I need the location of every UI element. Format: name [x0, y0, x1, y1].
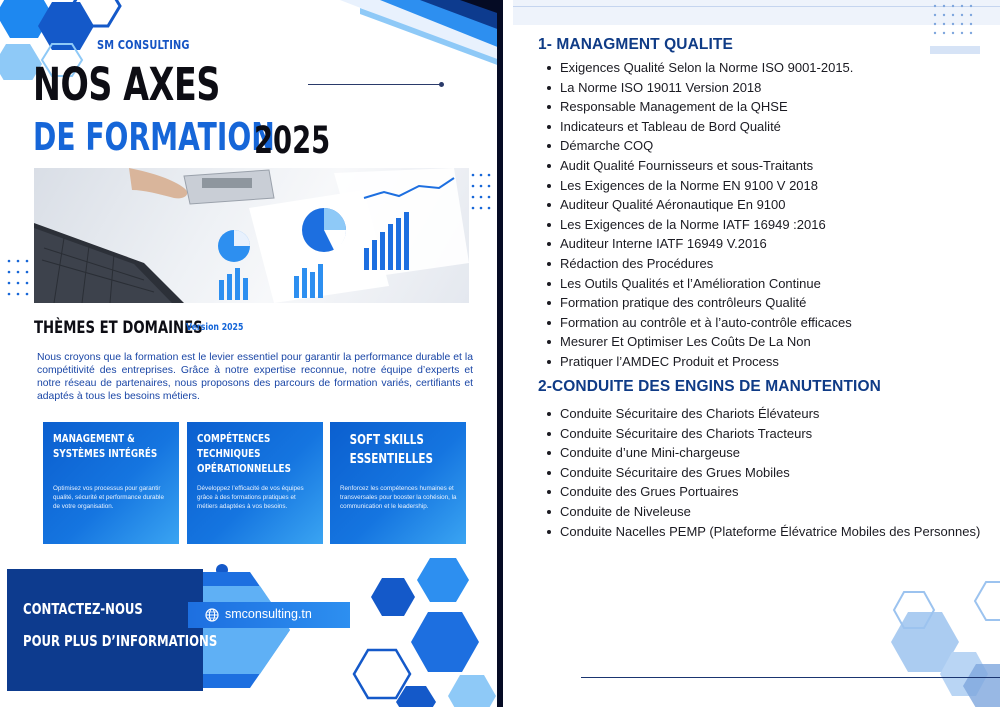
office-desk-illustration [34, 168, 469, 303]
card-title: MANAGEMENT & SYSTÈMES INTÉGRÉS [53, 432, 158, 460]
card-soft-skills [330, 422, 466, 544]
globe-icon [205, 608, 219, 622]
right-page [503, 0, 1000, 707]
dot-grid-decoration-top-right [930, 2, 980, 54]
list-item: Conduite des Grues Portuaires [546, 482, 986, 502]
list-item: Les Exigences de la Norme EN 9100 V 2018 [546, 176, 986, 196]
list-item: Démarche COQ [546, 136, 986, 156]
list-item: Conduite d’une Mini-chargeuse [546, 443, 986, 463]
list-item: Pratiquer l’AMDEC Produit et Process [546, 352, 986, 372]
dot-grid-decoration-left [6, 258, 32, 304]
list-item: Auditeur Interne IATF 16949 V.2016 [546, 234, 986, 254]
list-item: Conduite de Niveleuse [546, 502, 986, 522]
card-title: SOFT SKILLS ESSENTIELLES [349, 433, 433, 467]
themes-title: THÈMES ET DOMAINES [34, 318, 203, 338]
card-text: Renforcez les compétences humaines et transversales pour booster la cohésion, la communication et le leadership. [340, 485, 457, 511]
list-item: Auditeur Qualité Aéronautique En 9100 [546, 195, 986, 215]
contact-line-2: POUR PLUS D’INFORMATIONS [23, 632, 218, 650]
section-1-list [546, 58, 986, 372]
title-line-1: NOS AXES [33, 58, 220, 111]
brand-name: SM CONSULTING [97, 38, 190, 52]
themes-version: Version 2025 [186, 322, 244, 333]
title-year: 2025 [254, 119, 331, 162]
list-item: Conduite Nacelles PEMP (Plateforme Élévatrice Mobiles des Personnes) [546, 522, 986, 542]
card-title: COMPÉTENCES TECHNIQUES OPÉRATIONNELLES [197, 432, 291, 475]
card-text: Développez l’efficacité de vos équipes grâce à des formations pratiques et métiers adaptées à vos besoins. [197, 485, 304, 511]
list-item: Audit Qualité Fournisseurs et sous-Traitants [546, 156, 986, 176]
card-technical-skills [187, 422, 323, 544]
contact-box [7, 569, 203, 691]
top-band [513, 0, 1000, 25]
card-text: Optimisez vos processus pour garantir qualité, sécurité et performance durable de votre organisation. [53, 485, 164, 511]
hexagon-decoration-bottom-right [340, 550, 500, 707]
list-item: Mesurer Et Optimiser Les Coûts De La Non [546, 332, 986, 352]
list-item: Les Exigences de la Norme IATF 16949 :2016 [546, 215, 986, 235]
list-item: Rédaction des Procédures [546, 254, 986, 274]
hexagon-decoration-right-page [880, 578, 1000, 707]
list-item: Indicateurs et Tableau de Bord Qualité [546, 117, 986, 137]
section-1-title: 1- MANAGMENT QUALITE [538, 36, 733, 53]
intro-paragraph: Nous croyons que la formation est le levier essentiel pour garantir la performance durable et la compétitivité des entreprises. Grâce à notre expertise reconnue, notre équipe d’experts et notre réseau de partenaires, nous proposons des parcours de formation variés, certifiants et adaptés à tous les besoins métiers. [37, 352, 473, 402]
dot-grid-decoration-right [470, 172, 492, 220]
title-line-2: DE FORMATION [33, 115, 275, 159]
website-link[interactable]: smconsulting.tn [225, 607, 312, 621]
bottom-rule [581, 677, 1000, 678]
list-item: Conduite Sécuritaire des Chariots Tracteurs [546, 424, 986, 444]
section-2-title: 2-CONDUITE DES ENGINS DE MANUTENTION [538, 378, 881, 395]
card-management [43, 422, 179, 544]
hero-image [34, 168, 469, 303]
list-item: Formation au contrôle et à l’auto-contrôle efficaces [546, 313, 986, 333]
list-item: Formation pratique des contrôleurs Qualité [546, 293, 986, 313]
list-item: Les Outils Qualités et l’Amélioration Continue [546, 274, 986, 294]
list-item: Responsable Management de la QHSE [546, 97, 986, 117]
list-item: Conduite Sécuritaire des Grues Mobiles [546, 463, 986, 483]
stripes-decoration-top-right [340, 0, 500, 70]
list-item: Exigences Qualité Selon la Norme ISO 9001-2015. [546, 58, 986, 78]
top-band-line [513, 6, 1000, 7]
section-2-list [546, 404, 986, 541]
list-item: La Norme ISO 19011 Version 2018 [546, 78, 986, 98]
title-divider [308, 84, 441, 85]
list-item: Conduite Sécuritaire des Chariots Élévateurs [546, 404, 986, 424]
contact-line-1: CONTACTEZ-NOUS [23, 600, 143, 618]
